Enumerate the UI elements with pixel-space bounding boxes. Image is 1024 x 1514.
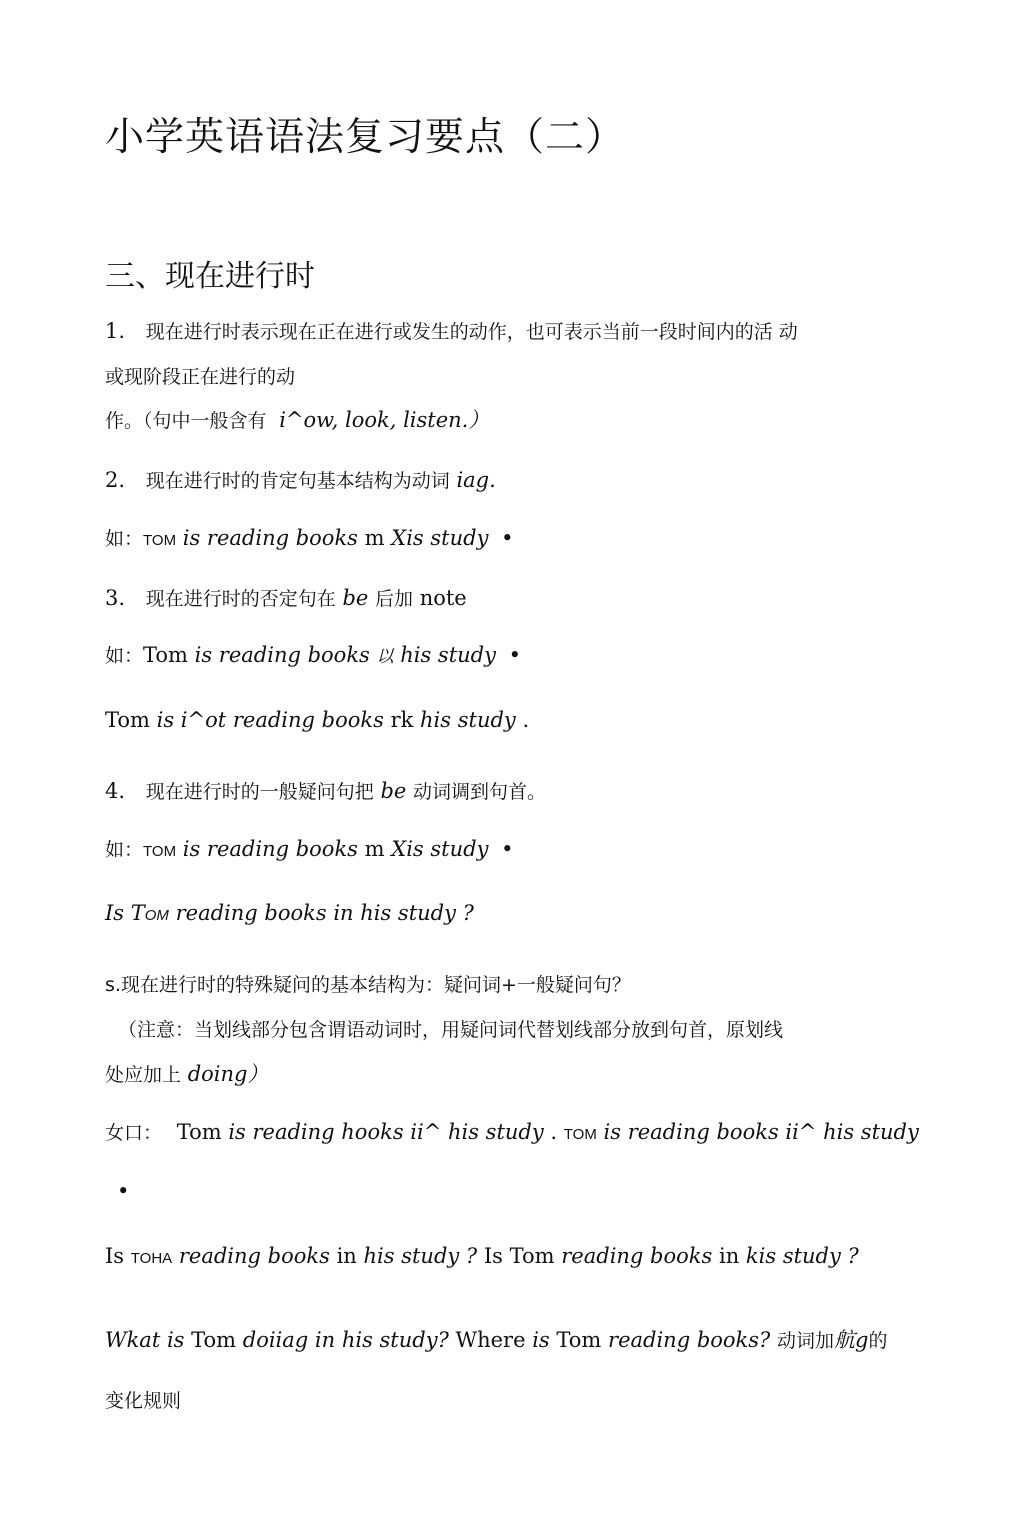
example-text: reading books? [608,1328,771,1352]
example-text: Is T [105,901,145,925]
keyword: be [380,779,407,803]
point-5-note: （注意：当划线部分包含谓语动词时，用疑问词代替划线部分放到句首，原划线 [118,1019,784,1041]
point-1-line-2: 或现阶段正在进行的动 [105,366,296,388]
keyword: iag. [456,468,496,492]
point-text: 的 [868,1330,888,1352]
section-heading: 三、现在进行时 [105,259,315,294]
paren-close: ） [247,1062,269,1086]
example-3 [105,705,529,735]
example-word: TOM [563,1126,597,1143]
example-text: Xis study [391,526,489,550]
example-text: reading books [178,1244,330,1268]
example-text: is [532,1328,550,1352]
point-number: 1. [105,319,126,343]
example-word: TOM [143,532,177,549]
example-word: in [336,1244,357,1268]
point-text: 后加 [375,588,414,610]
point-text: 现在进行时的否定句在 [145,588,336,610]
example-word: Tom [191,1328,237,1352]
example-4 [105,834,514,867]
example-label: 女口： [105,1122,163,1144]
example-word: Tom [556,1328,602,1352]
example-word: m [364,837,385,861]
example-1 [105,523,514,556]
example-word: TOM [143,843,177,860]
example-text: his study ? [363,1244,478,1268]
example-word: 以 [376,647,394,667]
point-text: 动词加 [777,1330,835,1352]
point-1-line-3 [105,405,489,436]
example-text: reading books in his study ? [175,901,474,925]
example-end: . [522,708,530,732]
point-number: 4. [105,779,126,803]
example-7 [105,1241,859,1274]
keyword: note [419,586,467,610]
point-text: 现在进行时的一般疑问句把 [145,781,374,803]
note-text: 处应加上 [105,1064,182,1086]
point-number: 2. [105,468,126,492]
keyword-list: i^ow, look, listen. [279,408,469,432]
example-end: • [501,837,514,861]
example-text: doiiag in his study? [242,1328,449,1352]
example-text: is reading books [182,837,358,861]
example-text: Xis study [391,837,489,861]
example-word: Tom [143,643,188,667]
example-text: his study [420,708,516,732]
example-5 [105,898,474,931]
example-8 [105,1325,887,1356]
page-title: 小学英语语法复习要点（二） [105,115,626,160]
tail-text: 变化规则 [105,1390,182,1412]
example-text: kis study ? [745,1244,859,1268]
example-word: Where [455,1328,526,1352]
example-6 [105,1117,919,1150]
example-text: is reading hooks ii^ his study [228,1120,544,1144]
example-text: is reading books [194,643,370,667]
example-label: 如： [105,839,144,861]
example-word: Is Tom [483,1244,555,1268]
example-label: 如： [105,645,144,667]
example-word: in [718,1244,740,1268]
example-text: is reading books [182,526,358,550]
point-number: 3. [105,586,126,610]
point-4 [105,776,546,807]
example-end: • [508,643,522,667]
example-text: is i^ot reading books [156,708,384,732]
paren-close: ） [468,408,490,432]
example-end: • [501,526,514,550]
example-2 [105,640,521,672]
point-5: s.现在进行时的特殊疑问的基本结构为：疑问词+一般疑问句？ [105,974,631,996]
point-3 [105,583,467,614]
point-text: 现在进行时的肯定句基本结构为动词 [145,470,450,492]
example-text: Wkat is [105,1328,185,1352]
example-word: m [364,526,385,550]
example-label: 如： [105,528,144,550]
example-word: TOHA [130,1250,173,1267]
point-text: 动词调到句首。 [413,781,547,803]
example-word: Is [105,1244,125,1268]
example-separator: . [550,1120,558,1144]
example-word: rk [390,708,414,732]
point-5-note-end [105,1059,268,1090]
example-word: OM [144,907,169,924]
point-text: 现在进行时表示现在正在进行或发生的动作，也可表示当前一段时间内的活 动 [145,321,798,343]
example-text: his study [400,643,496,667]
example-text: reading books [561,1244,713,1268]
example-word: Tom [176,1120,222,1144]
point-text: 作。（句中一般含有 [105,410,267,432]
point-1-line-1 [105,316,798,347]
example-text: is reading books ii^ his study [603,1120,919,1144]
keyword: 航g [834,1328,869,1352]
bullet-dot: • [117,1179,130,1203]
keyword: doing [187,1062,248,1086]
example-word: Tom [105,708,150,732]
point-2 [105,465,496,496]
keyword: be [342,586,369,610]
